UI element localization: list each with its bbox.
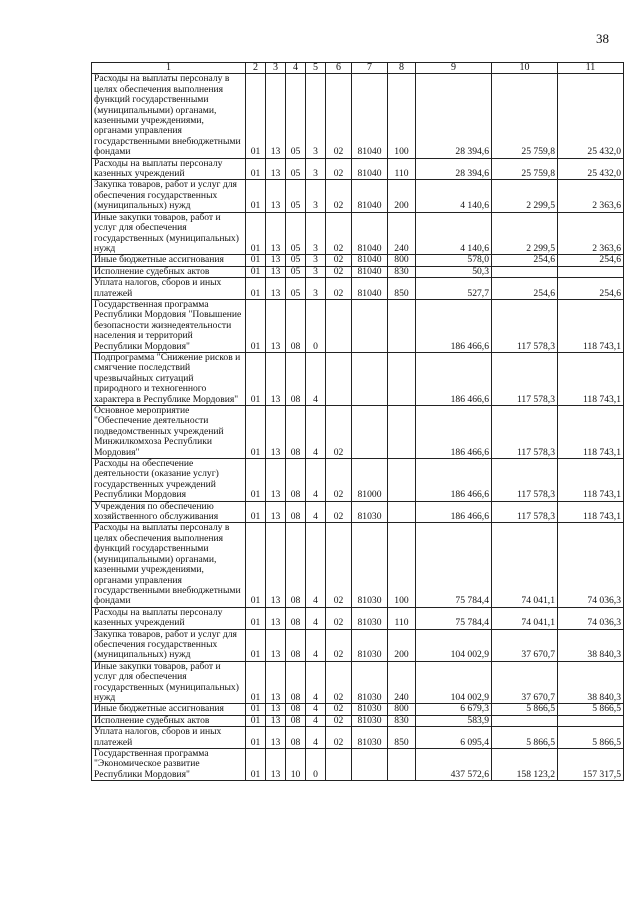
expense-type-code-cell: 800 (388, 704, 416, 715)
amount-year-1-cell: 75 784,4 (416, 523, 492, 607)
main-activity-code-cell: 02 (326, 406, 352, 459)
amount-year-2-cell: 117 578,3 (492, 299, 558, 352)
budget-table (91, 62, 624, 781)
row-name-cell: Закупка товаров, работ и услуг для обеспечения государственных (муниципальных) нужд (92, 180, 246, 212)
table-row (92, 629, 624, 661)
column-header: 1 (92, 63, 246, 74)
row-name-cell: Исполнение судебных актов (92, 715, 246, 726)
main-activity-code-cell: 02 (326, 501, 352, 523)
amount-year-1-cell: 6 679,3 (416, 704, 492, 715)
expense-type-code-cell: 830 (388, 266, 416, 277)
subsection-code-cell: 13 (266, 501, 286, 523)
table-row (92, 74, 624, 158)
amount-year-3-cell (558, 715, 624, 726)
column-header: 3 (266, 63, 286, 74)
program-code-cell: 08 (286, 523, 306, 607)
row-name-cell: Расходы на обеспечение деятельности (оказание услуг) государственных учреждений Республики Мордовия (92, 459, 246, 502)
row-name-cell: Подпрограмма "Снижение рисков и смягчение последствий чрезвычайных ситуаций природного и техногенного характера в Республике Мордовия" (92, 352, 246, 405)
section-code-cell: 01 (246, 523, 266, 607)
main-activity-code-cell: 02 (326, 74, 352, 158)
subsection-code-cell: 13 (266, 629, 286, 661)
subprogram-code-cell: 4 (306, 607, 326, 629)
section-code-cell: 01 (246, 501, 266, 523)
expense-type-code-cell (388, 406, 416, 459)
amount-year-2-cell: 5 866,5 (492, 727, 558, 749)
program-code-cell: 05 (286, 278, 306, 300)
expense-type-code-cell: 100 (388, 74, 416, 158)
amount-year-2-cell: 74 041,1 (492, 607, 558, 629)
amount-year-2-cell: 25 759,8 (492, 158, 558, 180)
expense-type-code-cell (388, 501, 416, 523)
expense-type-code-cell: 110 (388, 158, 416, 180)
amount-year-2-cell: 5 866,5 (492, 704, 558, 715)
column-header: 8 (388, 63, 416, 74)
program-code-cell: 05 (286, 180, 306, 212)
subsection-code-cell: 13 (266, 523, 286, 607)
program-code-cell: 10 (286, 749, 306, 781)
subprogram-code-cell: 0 (306, 299, 326, 352)
subprogram-code-cell: 4 (306, 727, 326, 749)
direction-code-cell: 81030 (352, 523, 388, 607)
amount-year-2-cell: 117 578,3 (492, 406, 558, 459)
subprogram-code-cell: 3 (306, 180, 326, 212)
row-name-cell: Учреждения по обеспечению хозяйственного обслуживания (92, 501, 246, 523)
main-activity-code-cell: 02 (326, 704, 352, 715)
main-activity-code-cell: 02 (326, 212, 352, 255)
program-code-cell: 08 (286, 607, 306, 629)
subsection-code-cell: 13 (266, 180, 286, 212)
amount-year-1-cell: 186 466,6 (416, 406, 492, 459)
program-code-cell: 05 (286, 266, 306, 277)
amount-year-3-cell: 74 036,3 (558, 523, 624, 607)
subsection-code-cell: 13 (266, 715, 286, 726)
amount-year-2-cell: 254,6 (492, 255, 558, 266)
table-row (92, 749, 624, 781)
main-activity-code-cell (326, 749, 352, 781)
direction-code-cell: 81000 (352, 459, 388, 502)
expense-type-code-cell: 830 (388, 715, 416, 726)
program-code-cell: 08 (286, 629, 306, 661)
subsection-code-cell: 13 (266, 727, 286, 749)
amount-year-3-cell: 38 840,3 (558, 629, 624, 661)
amount-year-1-cell: 527,7 (416, 278, 492, 300)
amount-year-1-cell: 28 394,6 (416, 74, 492, 158)
amount-year-1-cell: 186 466,6 (416, 352, 492, 405)
amount-year-3-cell: 2 363,6 (558, 212, 624, 255)
table-row (92, 212, 624, 255)
direction-code-cell: 81030 (352, 715, 388, 726)
subsection-code-cell: 13 (266, 704, 286, 715)
amount-year-1-cell: 75 784,4 (416, 607, 492, 629)
amount-year-2-cell: 254,6 (492, 278, 558, 300)
expense-type-code-cell: 800 (388, 255, 416, 266)
table-row (92, 715, 624, 726)
direction-code-cell (352, 749, 388, 781)
amount-year-3-cell: 25 432,0 (558, 158, 624, 180)
main-activity-code-cell (326, 299, 352, 352)
direction-code-cell: 81030 (352, 727, 388, 749)
main-activity-code-cell (326, 352, 352, 405)
subprogram-code-cell: 3 (306, 255, 326, 266)
amount-year-3-cell: 118 743,1 (558, 352, 624, 405)
table-row (92, 661, 624, 704)
expense-type-code-cell (388, 352, 416, 405)
subprogram-code-cell: 4 (306, 715, 326, 726)
program-code-cell: 05 (286, 158, 306, 180)
amount-year-2-cell: 158 123,2 (492, 749, 558, 781)
expense-type-code-cell: 200 (388, 180, 416, 212)
table-row (92, 158, 624, 180)
amount-year-2-cell: 74 041,1 (492, 523, 558, 607)
amount-year-2-cell: 117 578,3 (492, 501, 558, 523)
direction-code-cell: 81040 (352, 180, 388, 212)
expense-type-code-cell (388, 749, 416, 781)
direction-code-cell: 81040 (352, 255, 388, 266)
direction-code-cell: 81040 (352, 266, 388, 277)
amount-year-1-cell: 104 002,9 (416, 661, 492, 704)
amount-year-3-cell: 157 317,5 (558, 749, 624, 781)
direction-code-cell: 81040 (352, 74, 388, 158)
expense-type-code-cell: 200 (388, 629, 416, 661)
program-code-cell: 05 (286, 212, 306, 255)
amount-year-1-cell: 186 466,6 (416, 501, 492, 523)
main-activity-code-cell: 02 (326, 459, 352, 502)
subprogram-code-cell: 4 (306, 523, 326, 607)
subprogram-code-cell: 3 (306, 74, 326, 158)
program-code-cell: 08 (286, 715, 306, 726)
subsection-code-cell: 13 (266, 299, 286, 352)
section-code-cell: 01 (246, 715, 266, 726)
expense-type-code-cell: 110 (388, 607, 416, 629)
main-activity-code-cell: 02 (326, 278, 352, 300)
table-row (92, 352, 624, 405)
section-code-cell: 01 (246, 352, 266, 405)
table-row (92, 501, 624, 523)
section-code-cell: 01 (246, 749, 266, 781)
row-name-cell: Расходы на выплаты персоналу в целях обеспечения выполнения функций государственными (муниципальными) органами, казенными учреждениями, органами управления государственными внебюджетными фондами (92, 74, 246, 158)
amount-year-2-cell: 2 299,5 (492, 180, 558, 212)
direction-code-cell: 81030 (352, 607, 388, 629)
direction-code-cell: 81030 (352, 704, 388, 715)
amount-year-2-cell: 37 670,7 (492, 661, 558, 704)
direction-code-cell: 81030 (352, 661, 388, 704)
amount-year-3-cell: 38 840,3 (558, 661, 624, 704)
amount-year-2-cell: 25 759,8 (492, 74, 558, 158)
expense-type-code-cell: 850 (388, 727, 416, 749)
amount-year-1-cell: 578,0 (416, 255, 492, 266)
table-row (92, 406, 624, 459)
program-code-cell: 08 (286, 459, 306, 502)
table-body (92, 74, 624, 781)
section-code-cell: 01 (246, 180, 266, 212)
row-name-cell: Иные закупки товаров, работ и услуг для обеспечения государственных (муниципальных) нужд (92, 212, 246, 255)
main-activity-code-cell: 02 (326, 523, 352, 607)
program-code-cell: 08 (286, 727, 306, 749)
subsection-code-cell: 13 (266, 352, 286, 405)
main-activity-code-cell: 02 (326, 255, 352, 266)
amount-year-3-cell: 254,6 (558, 278, 624, 300)
amount-year-3-cell: 25 432,0 (558, 74, 624, 158)
section-code-cell: 01 (246, 661, 266, 704)
direction-code-cell (352, 352, 388, 405)
subsection-code-cell: 13 (266, 661, 286, 704)
expense-type-code-cell: 240 (388, 212, 416, 255)
section-code-cell: 01 (246, 158, 266, 180)
main-activity-code-cell: 02 (326, 715, 352, 726)
subprogram-code-cell: 3 (306, 158, 326, 180)
column-header: 7 (352, 63, 388, 74)
subsection-code-cell: 13 (266, 406, 286, 459)
amount-year-3-cell: 74 036,3 (558, 607, 624, 629)
amount-year-3-cell: 254,6 (558, 255, 624, 266)
section-code-cell: 01 (246, 278, 266, 300)
program-code-cell: 08 (286, 352, 306, 405)
column-header: 10 (492, 63, 558, 74)
row-name-cell: Расходы на выплаты персоналу в целях обеспечения выполнения функций государственными (муниципальными) органами, казенными учреждениями, органами управления государственными внебюджетными фондами (92, 523, 246, 607)
direction-code-cell: 81040 (352, 212, 388, 255)
section-code-cell: 01 (246, 74, 266, 158)
table-row (92, 255, 624, 266)
amount-year-3-cell: 118 743,1 (558, 459, 624, 502)
direction-code-cell (352, 406, 388, 459)
amount-year-2-cell: 37 670,7 (492, 629, 558, 661)
row-name-cell: Основное мероприятие "Обеспечение деятельности подведомственных учреждений Минжилкомхоза Республики Мордовия" (92, 406, 246, 459)
amount-year-2-cell (492, 266, 558, 277)
amount-year-1-cell: 4 140,6 (416, 212, 492, 255)
subprogram-code-cell: 0 (306, 749, 326, 781)
section-code-cell: 01 (246, 406, 266, 459)
subsection-code-cell: 13 (266, 459, 286, 502)
amount-year-3-cell: 2 363,6 (558, 180, 624, 212)
row-name-cell: Закупка товаров, работ и услуг для обеспечения государственных (муниципальных) нужд (92, 629, 246, 661)
page-number: 38 (596, 31, 609, 46)
main-activity-code-cell: 02 (326, 158, 352, 180)
row-name-cell: Государственная программа "Экономическое развитие Республики Мордовия" (92, 749, 246, 781)
row-name-cell: Иные бюджетные ассигнования (92, 255, 246, 266)
column-header: 4 (286, 63, 306, 74)
direction-code-cell: 81040 (352, 278, 388, 300)
expense-type-code-cell (388, 299, 416, 352)
expense-type-code-cell: 100 (388, 523, 416, 607)
table-row (92, 459, 624, 502)
direction-code-cell: 81030 (352, 629, 388, 661)
subprogram-code-cell: 4 (306, 501, 326, 523)
subsection-code-cell: 13 (266, 266, 286, 277)
amount-year-2-cell (492, 715, 558, 726)
direction-code-cell: 81040 (352, 158, 388, 180)
amount-year-1-cell: 186 466,6 (416, 459, 492, 502)
subsection-code-cell: 13 (266, 212, 286, 255)
column-header: 5 (306, 63, 326, 74)
main-activity-code-cell: 02 (326, 629, 352, 661)
header-row (92, 63, 624, 74)
direction-code-cell: 81030 (352, 501, 388, 523)
section-code-cell: 01 (246, 704, 266, 715)
table-row (92, 266, 624, 277)
row-name-cell: Расходы на выплаты персоналу казенных учреждений (92, 607, 246, 629)
table-row (92, 180, 624, 212)
section-code-cell: 01 (246, 212, 266, 255)
table-row (92, 278, 624, 300)
program-code-cell: 08 (286, 406, 306, 459)
subprogram-code-cell: 4 (306, 629, 326, 661)
amount-year-1-cell: 6 095,4 (416, 727, 492, 749)
amount-year-1-cell: 28 394,6 (416, 158, 492, 180)
table-row (92, 299, 624, 352)
program-code-cell: 05 (286, 74, 306, 158)
expense-type-code-cell: 240 (388, 661, 416, 704)
section-code-cell: 01 (246, 727, 266, 749)
amount-year-1-cell: 186 466,6 (416, 299, 492, 352)
amount-year-2-cell: 117 578,3 (492, 352, 558, 405)
table-row (92, 727, 624, 749)
section-code-cell: 01 (246, 266, 266, 277)
program-code-cell: 08 (286, 704, 306, 715)
section-code-cell: 01 (246, 459, 266, 502)
subsection-code-cell: 13 (266, 607, 286, 629)
program-code-cell: 08 (286, 299, 306, 352)
amount-year-3-cell: 118 743,1 (558, 299, 624, 352)
subsection-code-cell: 13 (266, 278, 286, 300)
subsection-code-cell: 13 (266, 255, 286, 266)
column-header: 6 (326, 63, 352, 74)
program-code-cell: 08 (286, 501, 306, 523)
expense-type-code-cell (388, 459, 416, 502)
expense-type-code-cell: 850 (388, 278, 416, 300)
column-header: 2 (246, 63, 266, 74)
main-activity-code-cell: 02 (326, 727, 352, 749)
amount-year-1-cell: 104 002,9 (416, 629, 492, 661)
subprogram-code-cell: 4 (306, 661, 326, 704)
amount-year-3-cell (558, 266, 624, 277)
row-name-cell: Иные бюджетные ассигнования (92, 704, 246, 715)
direction-code-cell (352, 299, 388, 352)
amount-year-2-cell: 117 578,3 (492, 459, 558, 502)
main-activity-code-cell: 02 (326, 180, 352, 212)
amount-year-3-cell: 5 866,5 (558, 727, 624, 749)
row-name-cell: Уплата налогов, сборов и иных платежей (92, 727, 246, 749)
table-row (92, 523, 624, 607)
amount-year-3-cell: 118 743,1 (558, 406, 624, 459)
amount-year-1-cell: 50,3 (416, 266, 492, 277)
row-name-cell: Иные закупки товаров, работ и услуг для обеспечения государственных (муниципальных) нужд (92, 661, 246, 704)
amount-year-3-cell: 118 743,1 (558, 501, 624, 523)
row-name-cell: Исполнение судебных актов (92, 266, 246, 277)
section-code-cell: 01 (246, 607, 266, 629)
row-name-cell: Расходы на выплаты персоналу казенных учреждений (92, 158, 246, 180)
program-code-cell: 08 (286, 661, 306, 704)
amount-year-1-cell: 583,9 (416, 715, 492, 726)
amount-year-2-cell: 2 299,5 (492, 212, 558, 255)
section-code-cell: 01 (246, 255, 266, 266)
program-code-cell: 05 (286, 255, 306, 266)
row-name-cell: Государственная программа Республики Мордовия "Повышение безопасности жизнедеятельности населения и территорий Республики Мордовия" (92, 299, 246, 352)
subprogram-code-cell: 4 (306, 704, 326, 715)
amount-year-3-cell: 5 866,5 (558, 704, 624, 715)
main-activity-code-cell: 02 (326, 607, 352, 629)
subprogram-code-cell: 4 (306, 459, 326, 502)
subprogram-code-cell: 4 (306, 406, 326, 459)
amount-year-1-cell: 4 140,6 (416, 180, 492, 212)
subsection-code-cell: 13 (266, 749, 286, 781)
table-row (92, 607, 624, 629)
subprogram-code-cell: 3 (306, 278, 326, 300)
subprogram-code-cell: 3 (306, 212, 326, 255)
section-code-cell: 01 (246, 299, 266, 352)
column-header: 11 (558, 63, 624, 74)
subprogram-code-cell: 4 (306, 352, 326, 405)
main-activity-code-cell: 02 (326, 661, 352, 704)
subsection-code-cell: 13 (266, 158, 286, 180)
table-row (92, 704, 624, 715)
amount-year-1-cell: 437 572,6 (416, 749, 492, 781)
row-name-cell: Уплата налогов, сборов и иных платежей (92, 278, 246, 300)
main-activity-code-cell: 02 (326, 266, 352, 277)
subsection-code-cell: 13 (266, 74, 286, 158)
subprogram-code-cell: 3 (306, 266, 326, 277)
column-header: 9 (416, 63, 492, 74)
section-code-cell: 01 (246, 629, 266, 661)
